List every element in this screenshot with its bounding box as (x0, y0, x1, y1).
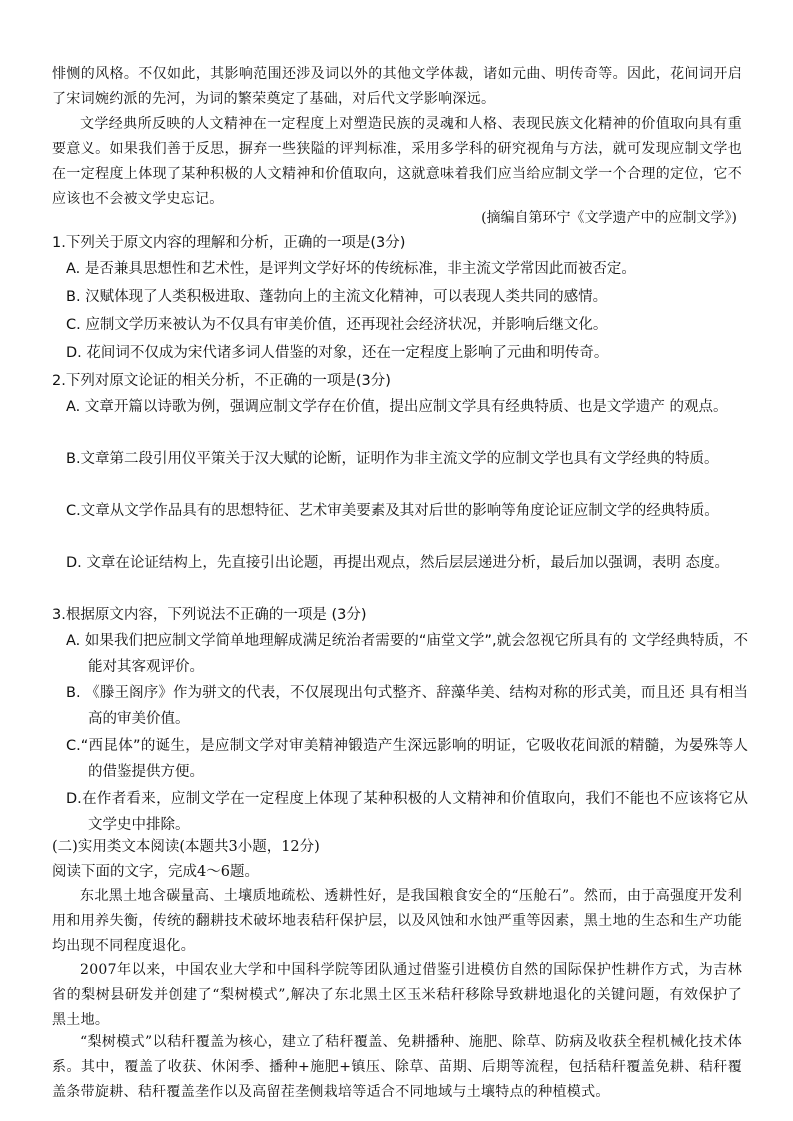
passage-source-citation: (摘编自第环宁《文学遗产中的应制文学》) (481, 210, 737, 226)
article-paragraph-2: 2007年以来，中国农业大学和中国科学院等团队通过借鉴引进模仿自然的国际保护性耕作方式，为吉林省的梨树县研发并创建了“梨树模式”,解决了东北黑土区玉米秸秆移除导致耕地退化的关键问题，有效保护了黑土地。 (52, 962, 742, 1028)
passage-paragraph-conclusion: 文学经典所反映的人文精神在一定程度上对塑造民族的灵魂和人格、表现民族文化精神的价值取向具有重要意义。如果我们善于反思，摒弃一些狭隘的评判标准，采用多学科的研究视角与方法，就可发现应制文学也在一定程度上体现了某种积极的人文精神和价值取向，这就意味着我们应当给应制文学一个合理的定位，它不应该也不会被文学史忘记。 (52, 116, 742, 207)
question-1-option-b: B. 汉赋体现了人类积极进取、蓬勃向上的主流文化精神，可以表现人类共同的感情。 (66, 289, 608, 305)
question-2-option-b: B.文章第二段引用仪平策关于汉大赋的论断，证明作为非主流文学的应制文学也具有文学经典的特质。 (66, 451, 719, 467)
question-1-option-a: A. 是否兼具思想性和艺术性，是评判文学好坏的传统标准，非主流文学常因此而被否定。 (66, 261, 636, 277)
question-2-option-c: C.文章从文学作品具有的思想特征、艺术审美要素及其对后世的影响等角度论证应制文学的经典特质。 (66, 503, 719, 519)
section-2-heading: (二)实用类文本阅读(本题共3小题，12分) (52, 839, 320, 855)
question-3-option-b: B. 《滕王阁序》作为骈文的代表，不仅展现出句式整齐、辞藻华美、结构对称的形式美，而且还 具有相当高的审美价值。 (66, 685, 748, 727)
question-2-option-d: D. 文章在论证结构上，先直接引出论题，再提出观点，然后层层递进分析，最后加以强调，表明 态度。 (66, 555, 729, 571)
question-3-option-c: C.“西昆体”的诞生，是应制文学对审美精神锻造产生深远影响的明证，它吸收花间派的精髓，为晏殊等人的借鉴提供方便。 (66, 738, 748, 780)
question-3-option-a: A. 如果我们把应制文学简单地理解成满足统治者需要的“庙堂文学”,就会忽视它所具有的 文学经典特质，不能对其客观评价。 (66, 633, 748, 675)
question-1-option-c: C. 应制文学历来被认为不仅具有审美价值，还再现社会经济状况，并影响后继文化。 (66, 317, 608, 333)
question-1-option-d: D. 花间词不仅成为宋代诸多词人借鉴的对象，还在一定程度上影响了元曲和明传奇。 (66, 345, 609, 361)
article-paragraph-3: “梨树模式”以秸秆覆盖为核心，建立了秸秆覆盖、免耕播种、施肥、除草、防病及收获全程机械化技术体系。其中，覆盖了收获、休闲季、播种+施肥+镇压、除草、苗期、后期等流程，包括秸秆覆盖免耕、秸秆覆盖条带旋耕、秸秆覆盖垄作以及高留茬垄侧栽培等适合不同地域与土壤特点的种植模式。 (52, 1034, 742, 1100)
question-2-stem: 2.下列对原文论证的相关分析，不正确的一项是(3分) (52, 373, 391, 389)
question-1-stem: 1.下列关于原文内容的理解和分析，正确的一项是(3分) (52, 235, 406, 251)
question-3-option-d: D.在作者看来，应制文学在一定程度上体现了某种积极的人文精神和价值取向，我们不能也不应该将它从文学史中排除。 (66, 791, 748, 833)
section-2-instruction: 阅读下面的文字，完成4～6题。 (52, 864, 259, 880)
question-2-option-a: A. 文章开篇以诗歌为例，强调应制文学存在价值，提出应制文学具有经典特质、也是文学遗产 的观点。 (66, 399, 728, 415)
article-paragraph-1: 东北黑土地含碳量高、土壤质地疏松、透耕性好，是我国粮食安全的“压舱石”。然而，由于高强度开发利用和用养失衡，传统的翻耕技术破坏地表秸秆保护层，以及风蚀和水蚀严重等因素，黑土地的生态和生产功能均出现不同程度退化。 (52, 888, 742, 954)
question-3-stem: 3.根据原文内容，下列说法不正确的一项是 (3分) (52, 607, 367, 623)
passage-paragraph-continued: 悱恻的风格。不仅如此，其影响范围还涉及词以外的其他文学体裁，诸如元曲、明传奇等。因此，花间词开启了宋词婉约派的先河，为词的繁荣奠定了基础，对后代文学影响深远。 (52, 66, 742, 107)
